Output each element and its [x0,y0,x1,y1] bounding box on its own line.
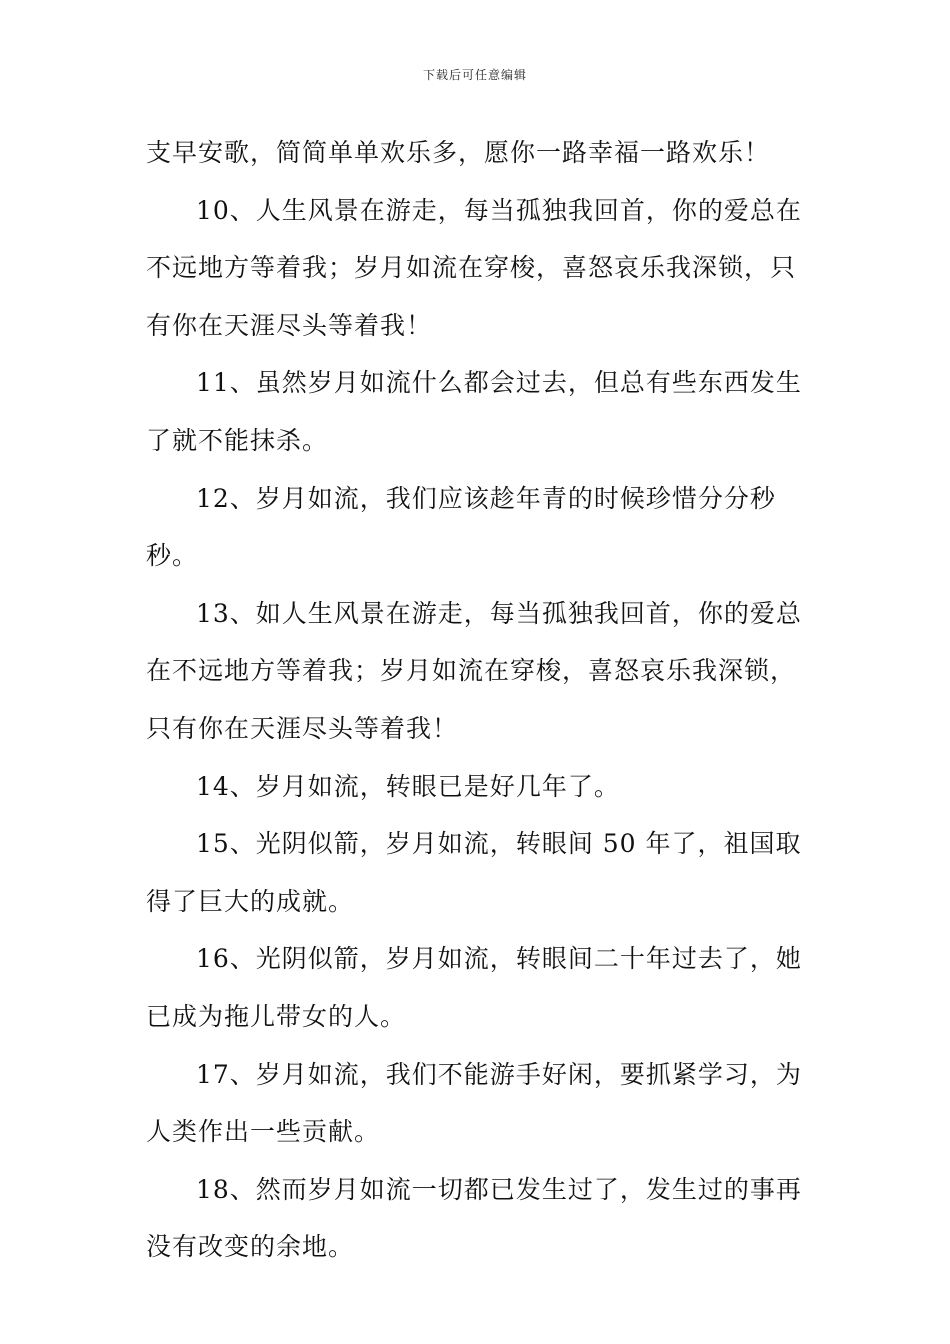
paragraph: 14、岁月如流，转眼已是好几年了。 [196,771,620,801]
paragraph: 12、岁月如流，我们应该趁年青的时候珍惜分分秒秒。 [146,483,776,571]
paragraph: 15、光阴似箭，岁月如流，转眼间 50 年了，祖国取得了巨大的成就。 [146,829,802,916]
page-header: 下载后可任意编辑 [422,68,527,82]
paragraph: 18、然而岁月如流一切都已发生过了，发生过的事再没有改变的余地。 [146,1174,802,1262]
paragraph: 17、岁月如流，我们不能游手好闲，要抓紧学习，为人类作出一些贡献。 [146,1059,802,1147]
paragraph: 13、如人生风景在游走，每当孤独我回首，你的爱总在不远地方等着我；岁月如流在穿梭，喜怒哀乐我深锁，只有你在天涯尽头等着我！ [146,598,802,743]
paragraph: 支早安歌，简简单单欢乐多，愿你一路幸福一路欢乐！ [146,138,771,167]
paragraph: 10、人生风景在游走，每当孤独我回首，你的爱总在不远地方等着我；岁月如流在穿梭，喜怒哀乐我深锁，只有你在天涯尽头等着我！ [146,195,802,340]
paragraph: 16、光阴似箭，岁月如流，转眼间二十年过去了，她已成为拖儿带女的人。 [146,944,802,1031]
paragraph: 11、虽然岁月如流什么都会过去，但总有些东西发生了就不能抹杀。 [146,368,802,455]
document-body [146,124,808,1276]
